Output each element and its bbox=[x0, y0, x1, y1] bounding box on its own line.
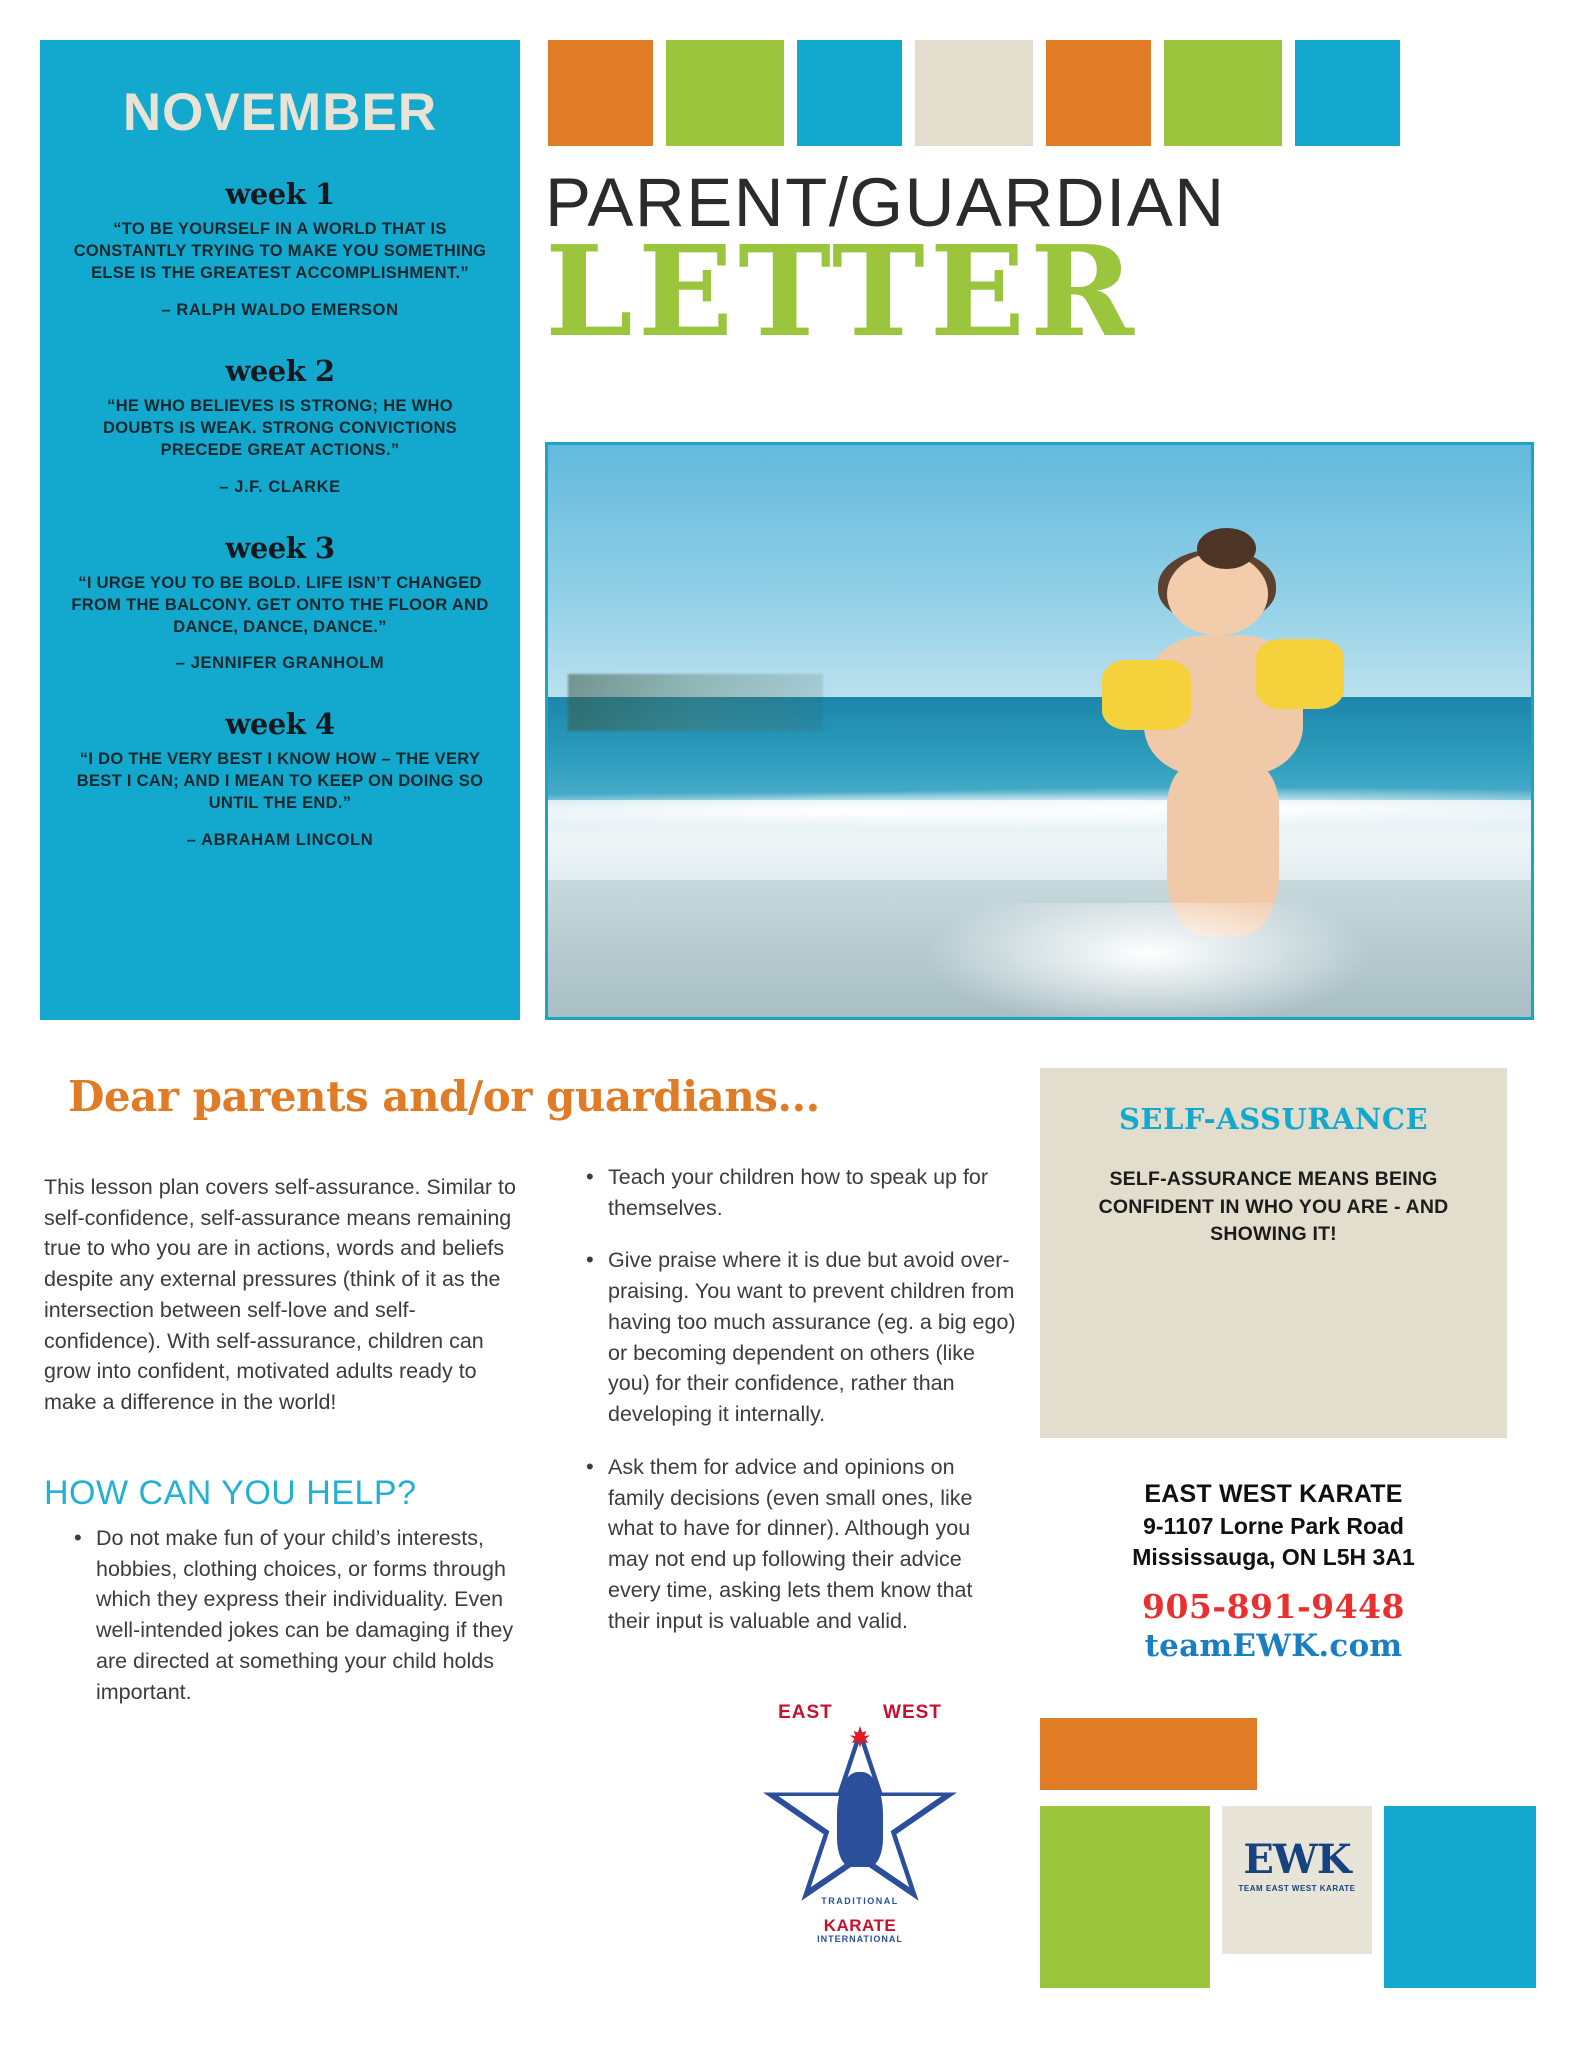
masthead-line-1: PARENT/GUARDIAN bbox=[545, 164, 1226, 241]
salutation: Dear parents and/or guardians... bbox=[68, 1072, 820, 1121]
logo-east-west-text bbox=[745, 1702, 975, 1724]
month-title: NOVEMBER bbox=[122, 83, 438, 142]
masthead-line-2: LETTER bbox=[545, 219, 1139, 365]
bottom-swatch-orange bbox=[1040, 1718, 1257, 1790]
photo-child-hair-bun bbox=[1197, 528, 1256, 569]
phone-number[interactable]: 905-891-9448 bbox=[1141, 1587, 1405, 1626]
swatch-green-1 bbox=[666, 40, 784, 146]
top-swatch-row bbox=[548, 40, 1534, 146]
bottom-swatch-group bbox=[1040, 1718, 1536, 1988]
definition-title: SELF-ASSURANCE bbox=[1118, 1102, 1429, 1136]
maple-leaf-icon bbox=[849, 1726, 871, 1748]
week-author-2: – J.F. CLARKE bbox=[219, 477, 341, 496]
website-link[interactable]: teamEWK.com bbox=[1144, 1628, 1403, 1664]
week-author-4: – ABRAHAM LINCOLN bbox=[186, 831, 374, 850]
ewk-mini-subtitle: TEAM EAST WEST KARATE bbox=[1238, 1884, 1356, 1893]
photo-palm-trees bbox=[568, 674, 824, 731]
week-label-1: week 1 bbox=[225, 177, 335, 211]
masthead bbox=[545, 164, 1545, 365]
week-block-2 bbox=[62, 354, 498, 497]
week-block-4 bbox=[62, 707, 498, 850]
letter-middle-column bbox=[556, 1162, 1016, 1658]
list-item: • Do not make fun of your child’s interests, hobbies, clothing choices, or forms through which they express their individuality. Even well-intended jokes can be damaging if they are directed at something your child holds important. bbox=[74, 1523, 516, 1707]
help-bullets-left bbox=[44, 1523, 516, 1707]
swatch-green-2 bbox=[1164, 40, 1282, 146]
week-label-2: week 2 bbox=[225, 353, 335, 388]
address-line-1: 9-1107 Lorne Park Road bbox=[1143, 1513, 1404, 1539]
definition-body: SELF-ASSURANCE MEANS BEING CONFIDENT IN WHO YOU ARE - AND SHOWING IT! bbox=[1098, 1168, 1449, 1246]
logo-east: EAST bbox=[778, 1702, 833, 1723]
photo-sky bbox=[548, 445, 1531, 708]
swatch-orange-1 bbox=[548, 40, 653, 146]
letter-left-column bbox=[44, 1172, 516, 1729]
week-author-1: – RALPH WALDO EMERSON bbox=[161, 300, 399, 319]
photo-foam bbox=[548, 788, 1531, 834]
logo-west: WEST bbox=[883, 1702, 942, 1723]
swatch-sand-1 bbox=[915, 40, 1033, 146]
help-bullets-right bbox=[556, 1162, 1016, 1636]
list-item: • Ask them for advice and opinions on family decisions (even small ones, like what to have for dinner). Although you may not end up following their advice every time, asking lets them know that their input is valuable and valid. bbox=[586, 1452, 1016, 1636]
swatch-blue-1 bbox=[797, 40, 902, 146]
week-quote-1: “TO BE YOURSELF IN A WORLD THAT IS CONSTANTLY TRYING TO MAKE YOU SOMETHING ELSE IS THE GREATEST ACCOMPLISHMENT.” bbox=[73, 220, 487, 282]
week-quote-4: “I DO THE VERY BEST I KNOW HOW – THE VERY BEST I CAN; AND I MEAN TO KEEP ON DOING SO UNTIL THE END.” bbox=[76, 750, 484, 813]
logo-traditional: TRADITIONAL bbox=[821, 1896, 899, 1906]
week-label-4: week 4 bbox=[225, 707, 335, 742]
how-can-you-help-heading: HOW CAN YOU HELP? bbox=[44, 1473, 417, 1512]
list-item: • Teach your children how to speak up for themselves. bbox=[586, 1162, 1016, 1223]
karate-figure-icon bbox=[837, 1772, 883, 1867]
intro-paragraph: This lesson plan covers self-assurance. Similar to self-confidence, self-assurance means remaining true to who you are in actions, words and beliefs despite any external pressures (think of it as the intersection between self-love and self-confidence). With self-assurance, children can grow into confident, motivated adults ready to make a difference in the world! bbox=[44, 1175, 516, 1415]
bottom-swatch-green bbox=[1040, 1806, 1210, 1988]
weekly-quotes-panel bbox=[40, 40, 520, 1020]
week-block-3 bbox=[62, 531, 498, 674]
self-assurance-definition-box bbox=[1040, 1068, 1507, 1438]
ewk-mini-mark: EWK bbox=[1243, 1836, 1351, 1883]
photo-child bbox=[1079, 537, 1374, 949]
week-label-3: week 3 bbox=[225, 530, 335, 565]
swatch-orange-2 bbox=[1046, 40, 1151, 146]
photo-splash bbox=[922, 903, 1374, 1020]
hero-photo-child-at-beach bbox=[545, 442, 1534, 1020]
logo-international: INTERNATIONAL bbox=[817, 1933, 903, 1944]
week-quote-2: “HE WHO BELIEVES IS STRONG; HE WHO DOUBTS IS WEAK. STRONG CONVICTIONS PRECEDE GREAT ACTIONS.” bbox=[103, 396, 457, 459]
address-line-2: Mississauga, ON L5H 3A1 bbox=[1132, 1544, 1415, 1570]
bottom-swatch-blue bbox=[1384, 1806, 1536, 1988]
ewk-mini-logo bbox=[1222, 1836, 1372, 1893]
logo-karate-text bbox=[773, 1917, 947, 1944]
week-quote-3: “I URGE YOU TO BE BOLD. LIFE ISN’T CHANGED FROM THE BALCONY. GET ONTO THE FLOOR AND DANCE, DANCE, DANCE.” bbox=[71, 573, 489, 636]
photo-armband-right bbox=[1256, 639, 1344, 709]
photo-armband-left bbox=[1102, 660, 1190, 730]
swatch-blue-2 bbox=[1295, 40, 1400, 146]
contact-block bbox=[1040, 1480, 1507, 1664]
business-name: EAST WEST KARATE bbox=[1144, 1480, 1403, 1508]
week-block-1 bbox=[62, 177, 498, 320]
list-item: • Give praise where it is due but avoid over-praising. You want to prevent children from having too much assurance (eg. a big ego) or becoming dependent on others (like you) for their confidence, rather than developing it internally. bbox=[586, 1245, 1016, 1429]
logo-karate: KARATE bbox=[823, 1915, 897, 1935]
east-west-karate-star-logo bbox=[745, 1700, 975, 1950]
week-author-3: – JENNIFER GRANHOLM bbox=[175, 654, 385, 673]
